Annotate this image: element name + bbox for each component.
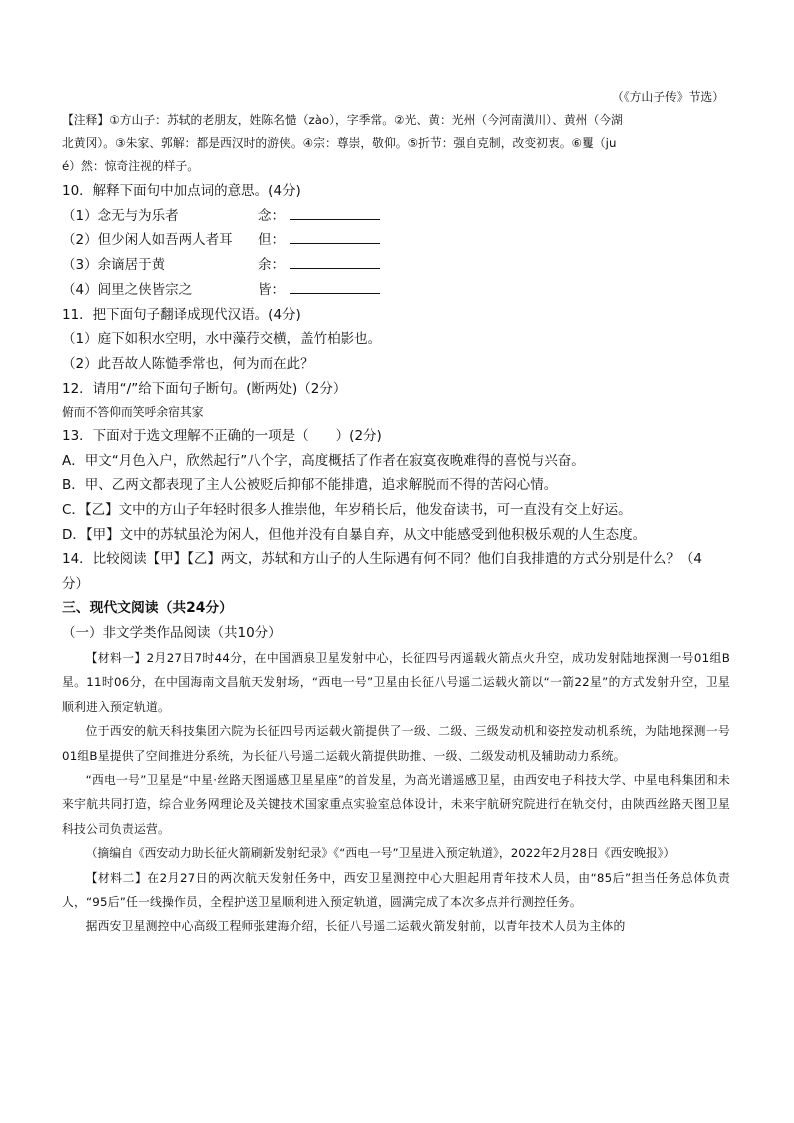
- option-d: D．【甲】文中的苏轼虽沦为闲人，但他并没有自暴自弃，从文中能感受到他积极乐观的人生态度。: [62, 526, 647, 543]
- question-13-stem: 13．下面对于选文理解不正确的一项是（ ）(2分): [62, 428, 382, 445]
- answer-blank[interactable]: [290, 204, 380, 220]
- question-14-line-1: 14．比较阅读【甲】【乙】两文，苏轼和方山子的人生际遇有何不同？他们自我排遣的方式分别是什么？（4: [62, 551, 703, 568]
- annotation-block: [62, 109, 730, 178]
- question-10-item: [62, 278, 730, 303]
- annotation-line-1: 【注释】①方山子：苏轼的老朋友，姓陈名慥（zào），字季常。②光、黄：光州（今河南潢川）、黄州（今湖: [62, 113, 623, 127]
- material-1-paragraph: 位于西安的航天科技集团六院为长征四号丙运载火箭提供了一级、二级、三级发动机和姿控发动机系统，为陆地探测一号01组B星提供了空间推进分系统，为长征八号遥二运载火箭提供助推、一级、二级发动机及辅助动力系统。: [62, 724, 730, 763]
- answer-blank[interactable]: [290, 278, 380, 294]
- question-11-item: （1）庭下如积水空明，水中藻荇交横，盖竹柏影也。: [62, 331, 382, 348]
- question-12: [62, 377, 730, 425]
- item-text: （3）余谪居于黄: [62, 257, 166, 274]
- material-2: [62, 866, 730, 939]
- material-1-paragraph: “西电一号”卫星是“中星·丝路天图遥感卫星星座”的首发星，为高光谱遥感卫星，由西安电子科技大学、中星电科集团和未来宇航共同打造，综合业务网理论及关键技术国家重点实验室总体设计，未来宇航研究院进行在轨交付，由陕西丝路天图卫星科技公司负责运营。: [62, 772, 730, 836]
- question-14-line-2: 分）: [62, 575, 89, 592]
- item-char: 念：: [258, 207, 285, 224]
- answer-blank[interactable]: [290, 253, 380, 269]
- answer-blank[interactable]: [290, 228, 380, 244]
- question-11-stem: 11．把下面句子翻译成现代汉语。(4分): [62, 306, 301, 323]
- material-1-source: （摘编自《西安动力助长征火箭刷新发射纪录》《“西电一号”卫星进入预定轨道》，2022年2月28日《西安晚报》）: [85, 846, 676, 861]
- item-char: 皆：: [258, 281, 285, 298]
- item-text: （1）念无与为乐者: [62, 207, 179, 224]
- question-11: [62, 303, 730, 377]
- question-12-stem: 12．请用“/”给下面句子断句。(断两处)（2分）: [62, 380, 347, 397]
- item-text: （2）但少闲人如吾两人者耳: [62, 232, 233, 249]
- option-a: A．甲文“月色入户，欣然起行”八个字，高度概括了作者在寂寞夜晚难得的喜悦与兴奋。: [62, 452, 585, 469]
- question-10-stem: 10．解释下面句中加点词的意思。(4分): [62, 183, 301, 199]
- item-text: （4）闾里之侠皆宗之: [62, 281, 193, 298]
- question-14: [62, 547, 730, 596]
- material-2-paragraph: 据西安卫星测控中心高级工程师张建海介绍，长征八号遥二运载火箭发射前，以青年技术人员为主体的: [85, 919, 626, 934]
- question-13: [62, 424, 730, 547]
- item-char: 但：: [258, 232, 285, 249]
- question-11-item: （2）此吾故人陈慥季常也，何为而在此？: [62, 355, 314, 372]
- question-10-item: [62, 253, 730, 278]
- question-10-item: [62, 228, 730, 253]
- annotation-line-2: 北黄冈）。③朱家、郭解：都是西汉时的游侠。④宗：尊崇，敬仰。⑤折节：强自克制，改变初衷。⑥矍（ju: [62, 136, 617, 150]
- question-10-item: [62, 204, 730, 229]
- material-1: [62, 646, 730, 866]
- question-10: [62, 179, 730, 303]
- material-2-paragraph: 【材料二】在2月27日的两次航天发射任务中，西安卫星测控中心大胆起用青年技术人员，由“85后”担当任务总体负责人，“95后”任一线操作员，全程护送卫星顺利进入预定轨道，圆满完成了本次多点并行测控任务。: [62, 870, 730, 909]
- material-1-paragraph: 【材料一】2月27日7时44分，在中国酒泉卫星发射中心，长征四号丙遥载火箭点火升空，成功发射陆地探测一号01组B星。11时06分，在中国海南文昌航天发射场，“西电一号”卫星由长征八号遥二运载火箭以“一箭22星”的方式发射升空，卫星顺利进入预定轨道。: [62, 650, 730, 714]
- option-b: B．甲、乙两文都表现了主人公被贬后抑郁不能排遣，追求解脱而不得的苦闷心情。: [62, 477, 558, 494]
- source-note: （《方山子传》节选）: [611, 90, 724, 104]
- annotation-line-3: é）然：惊奇注视的样子。: [62, 159, 200, 173]
- section-3-title: 三、现代文阅读（共24分）: [62, 600, 233, 617]
- exam-page: [62, 86, 730, 939]
- option-c: C．【乙】文中的方山子年轻时很多人推崇他，年岁稍长后，他发奋读书，可一直没有交上好运。: [62, 501, 632, 518]
- section-3-subtitle: （一）非文学类作品阅读（共10分）: [62, 625, 282, 642]
- question-12-sentence: 俯而不答仰而笑呼余宿其家: [62, 405, 204, 420]
- item-char: 余：: [258, 257, 285, 274]
